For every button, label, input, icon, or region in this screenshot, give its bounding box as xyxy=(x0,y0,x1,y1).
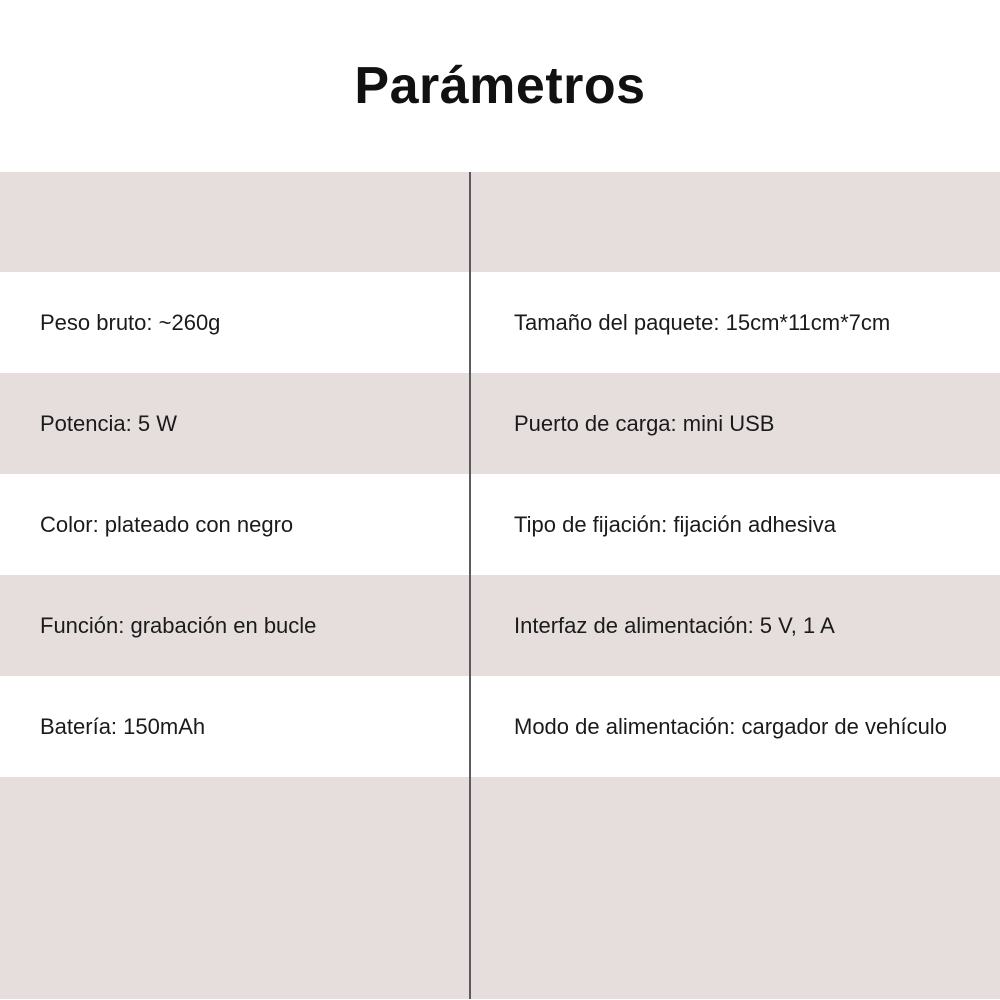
table-cell-right: Puerto de carga: mini USB xyxy=(514,410,775,436)
table-cell-right: Tamaño del paquete: 15cm*11cm*7cm xyxy=(514,309,891,335)
table-cell-right: Tipo de fijación: fijación adhesiva xyxy=(514,511,837,537)
table-row xyxy=(0,474,1000,575)
table-cell-right: Modo de alimentación: cargador de vehículo xyxy=(514,713,947,739)
table-cell-left: Color: plateado con negro xyxy=(40,511,294,537)
spec-table xyxy=(0,172,1000,999)
table-cell-left: Peso bruto: ~260g xyxy=(40,309,221,335)
table-row-spacer-bottom xyxy=(0,777,1000,999)
table-row xyxy=(0,272,1000,373)
table-column-divider xyxy=(469,172,471,999)
table-cell-right: Interfaz de alimentación: 5 V, 1 A xyxy=(514,612,835,638)
page-title-area xyxy=(0,0,1000,172)
table-cell-left: Potencia: 5 W xyxy=(40,410,177,436)
table-cell-left: Función: grabación en bucle xyxy=(40,612,317,638)
table-row xyxy=(0,575,1000,676)
table-cell-left: Batería: 150mAh xyxy=(40,713,206,739)
table-row xyxy=(0,676,1000,777)
page-title: Parámetros xyxy=(354,57,646,115)
table-row xyxy=(0,373,1000,474)
table-row-spacer-top xyxy=(0,172,1000,272)
